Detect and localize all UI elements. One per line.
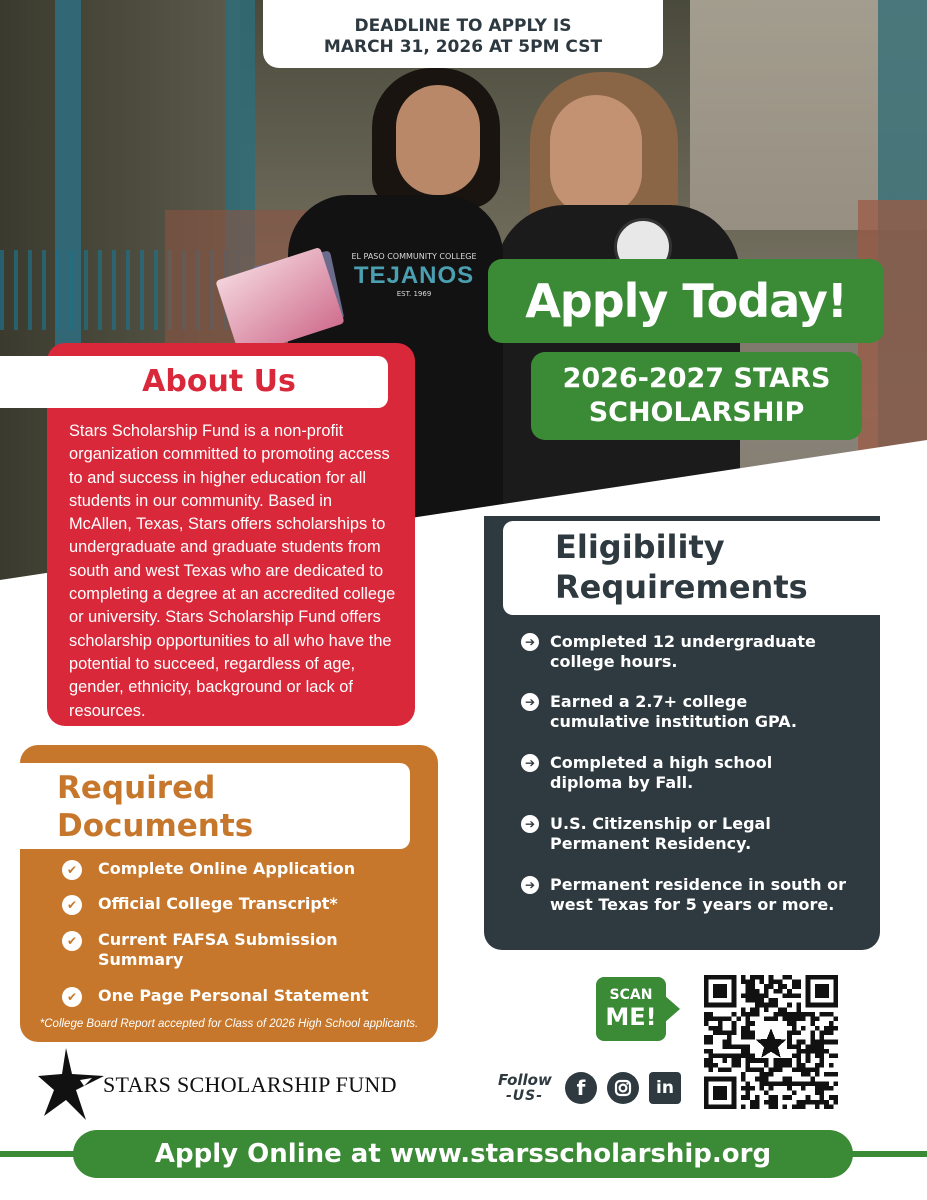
about-body: Stars Scholarship Fund is a non-profit organization committed to promoting access to and success in higher education for all students in our community. Based in McAllen, Texas, Stars offers scholarships to undergraduate and graduate students from south and west Texas who are dedicated to completing a degree at an accredited college or university. Stars Scholarship Fund offers scholarship opportunities to all who have the potential to succeed, regardless of age, gender, ethnicity, background or lack of resources.	[69, 422, 396, 720]
documents-footnote: *College Board Report accepted for Class of 2026 High School applicants.	[39, 1018, 419, 1030]
shirt-est: EST. 1969	[396, 290, 432, 298]
program-title	[531, 352, 862, 440]
scan-me-line-1: SCAN	[609, 987, 653, 1003]
arrow-right-icon: ➔	[521, 815, 539, 833]
arrow-right-icon: ➔	[521, 876, 539, 894]
document-item-text: One Page Personal Statement	[98, 986, 369, 1005]
follow-line-2: -US-	[506, 1088, 544, 1104]
deadline-line-1: DEADLINE TO APPLY IS	[354, 16, 572, 36]
check-circle-icon: ✔	[62, 987, 82, 1007]
shirt-top-text: EL PASO COMMUNITY COLLEGE	[351, 252, 477, 261]
linkedin-icon[interactable]: in	[649, 1072, 681, 1104]
instagram-icon[interactable]	[607, 1072, 639, 1104]
deadline-banner	[263, 0, 663, 68]
facebook-icon[interactable]: f	[565, 1072, 597, 1104]
about-title: About Us	[142, 364, 296, 399]
follow-us-label	[498, 1071, 558, 1111]
document-item-text: Current FAFSA Submission Summary	[98, 930, 338, 969]
document-item-text: Complete Online Application	[98, 859, 356, 878]
eligibility-item-text: Permanent residence in south or west Texas for 5 years or more.	[550, 875, 846, 914]
documents-title-line-2: Documents	[57, 808, 254, 844]
footer-apply-link[interactable]: Apply Online at www.starsscholarship.org	[73, 1130, 853, 1178]
eligibility-item-text: Completed 12 undergraduate college hours.	[550, 632, 816, 671]
check-circle-icon: ✔	[62, 860, 82, 880]
eligibility-item-text: Completed a high school diploma by Fall.	[550, 753, 773, 792]
shirt-word: TEJANOS	[353, 262, 475, 289]
follow-line-1: Follow	[498, 1071, 552, 1089]
check-circle-icon: ✔	[62, 895, 82, 915]
apply-today-heading: Apply Today!	[488, 259, 884, 343]
qr-code-icon[interactable]	[704, 975, 838, 1109]
eligibility-title	[555, 527, 875, 607]
arrow-right-icon: ➔	[521, 633, 539, 651]
documents-title	[57, 769, 397, 845]
eligibility-item-text: Earned a 2.7+ college cumulative institution GPA.	[550, 692, 798, 731]
stars-logo-icon	[36, 1046, 106, 1121]
logo-wordmark: STARS SCHOLARSHIP FUND	[103, 1072, 397, 1097]
check-circle-icon: ✔	[62, 931, 82, 951]
eligibility-item-text: U.S. Citizenship or Legal Permanent Residency.	[550, 814, 771, 853]
program-title-line-1: 2026-2027 STARS	[562, 363, 831, 394]
program-title-line-2: SCHOLARSHIP	[588, 397, 805, 428]
deadline-line-2: MARCH 31, 2026 AT 5PM CST	[323, 37, 603, 57]
documents-title-line-1: Required	[57, 770, 216, 806]
arrow-right-icon: ➔	[521, 693, 539, 711]
arrow-right-icon: ➔	[521, 754, 539, 772]
document-item-text: Official College Transcript*	[98, 894, 338, 913]
shirt-logo	[342, 252, 486, 302]
eligibility-title-line-1: Eligibility	[555, 528, 725, 566]
scan-me-line-2: ME!	[605, 1003, 657, 1031]
scan-me-badge	[596, 977, 682, 1041]
eligibility-title-line-2: Requirements	[555, 568, 808, 606]
